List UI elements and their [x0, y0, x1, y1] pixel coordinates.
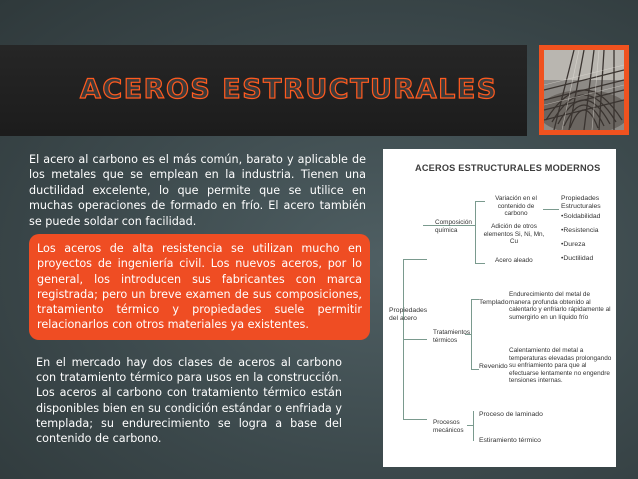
diagram-prop-item: •Dureza — [561, 241, 586, 248]
connector-line — [475, 263, 485, 264]
connector-line — [471, 299, 472, 369]
diagram-aleado: Acero aleado — [495, 257, 533, 264]
connector-line — [403, 339, 427, 340]
diagram-prop-item: •Ductilidad — [561, 255, 594, 262]
slide-title: ACEROS ESTRUCTURALES — [80, 74, 498, 105]
diagram-image — [383, 149, 616, 467]
diagram-estirado: Estiramiento térmico — [479, 437, 541, 444]
paragraph-acero-carbono: El acero al carbono es el más común, barato y aplicable de los metales que se emplean en la industria. Tienen una ductilidad excelente, lo que permite que se utilice en muchas operaciones de formado en frío. El acero también se puede soldar con facilidad. — [29, 153, 366, 228]
connector-line — [403, 259, 427, 260]
connector-line — [473, 411, 474, 441]
diagram-laminado: Proceso de laminado — [479, 411, 543, 418]
diagram-templado-desc: Endurecimiento del metal de manera profunda obtenido al calentarlo y enfriarlo rápidamente al sumergirlo en un líquido frío — [509, 291, 611, 321]
diagram-prop-item: •Resistencia — [561, 227, 599, 234]
connector-line — [403, 419, 427, 420]
diagram-adicion: Adición de otros elementos Si, Ni, Mn, Cu — [483, 223, 545, 246]
connector-line — [543, 209, 559, 210]
diagram-title: ACEROS ESTRUCTURALES MODERNOS — [415, 163, 601, 173]
diagram-prop-item: •Soldabilidad — [561, 213, 601, 220]
diagram-revenido-desc: Calentamiento del metal a temperaturas elevadas prolongando su enfriamiento para que al efectuarse lentamente no engendre tensiones internas. — [509, 347, 612, 385]
diagram-procesos: Procesos mecánicos — [433, 419, 464, 434]
thumbnail-frame — [539, 45, 629, 135]
diagram-root: Propiedades del acero — [389, 307, 428, 322]
diagram-variacion: Variación en el contenido de carbono — [495, 195, 537, 218]
diagram-revenido: Revenido — [479, 363, 508, 370]
connector-line — [471, 299, 479, 300]
steel-rebar-structure-photo-icon — [544, 50, 624, 130]
diagram-tratamientos: Tratamientos térmicos — [433, 329, 471, 344]
diagram-propiedades-title: Propiedades Estructurales — [561, 195, 601, 210]
paragraph-mercado: En el mercado hay dos clases de aceros al carbono con tratamiento térmico para usos en la construcción. Los aceros al carbono con tratamiento térmico están disponibles bien en su condición estándar o enfriada y templada; su endurecimiento se logra a base del contenido de carbono. — [36, 356, 342, 446]
connector-line — [475, 201, 485, 202]
connector-line — [471, 369, 479, 370]
connector-line — [475, 201, 476, 263]
highlight-box — [29, 234, 370, 340]
diagram-composicion: Composición química — [435, 219, 472, 234]
paragraph-alta-resistencia: Los aceros de alta resistencia se utilizan mucho en proyectos de ingeniería civil. Los nuevos aceros, por lo general, los introducen sus fabricantes con marca registrada; pero un breve examen de sus composiciones, tratamiento térmico y propiedades suele permitir relacionarlos con otros materiales ya existentes. — [37, 242, 362, 332]
diagram-templado: Templado — [479, 299, 509, 306]
